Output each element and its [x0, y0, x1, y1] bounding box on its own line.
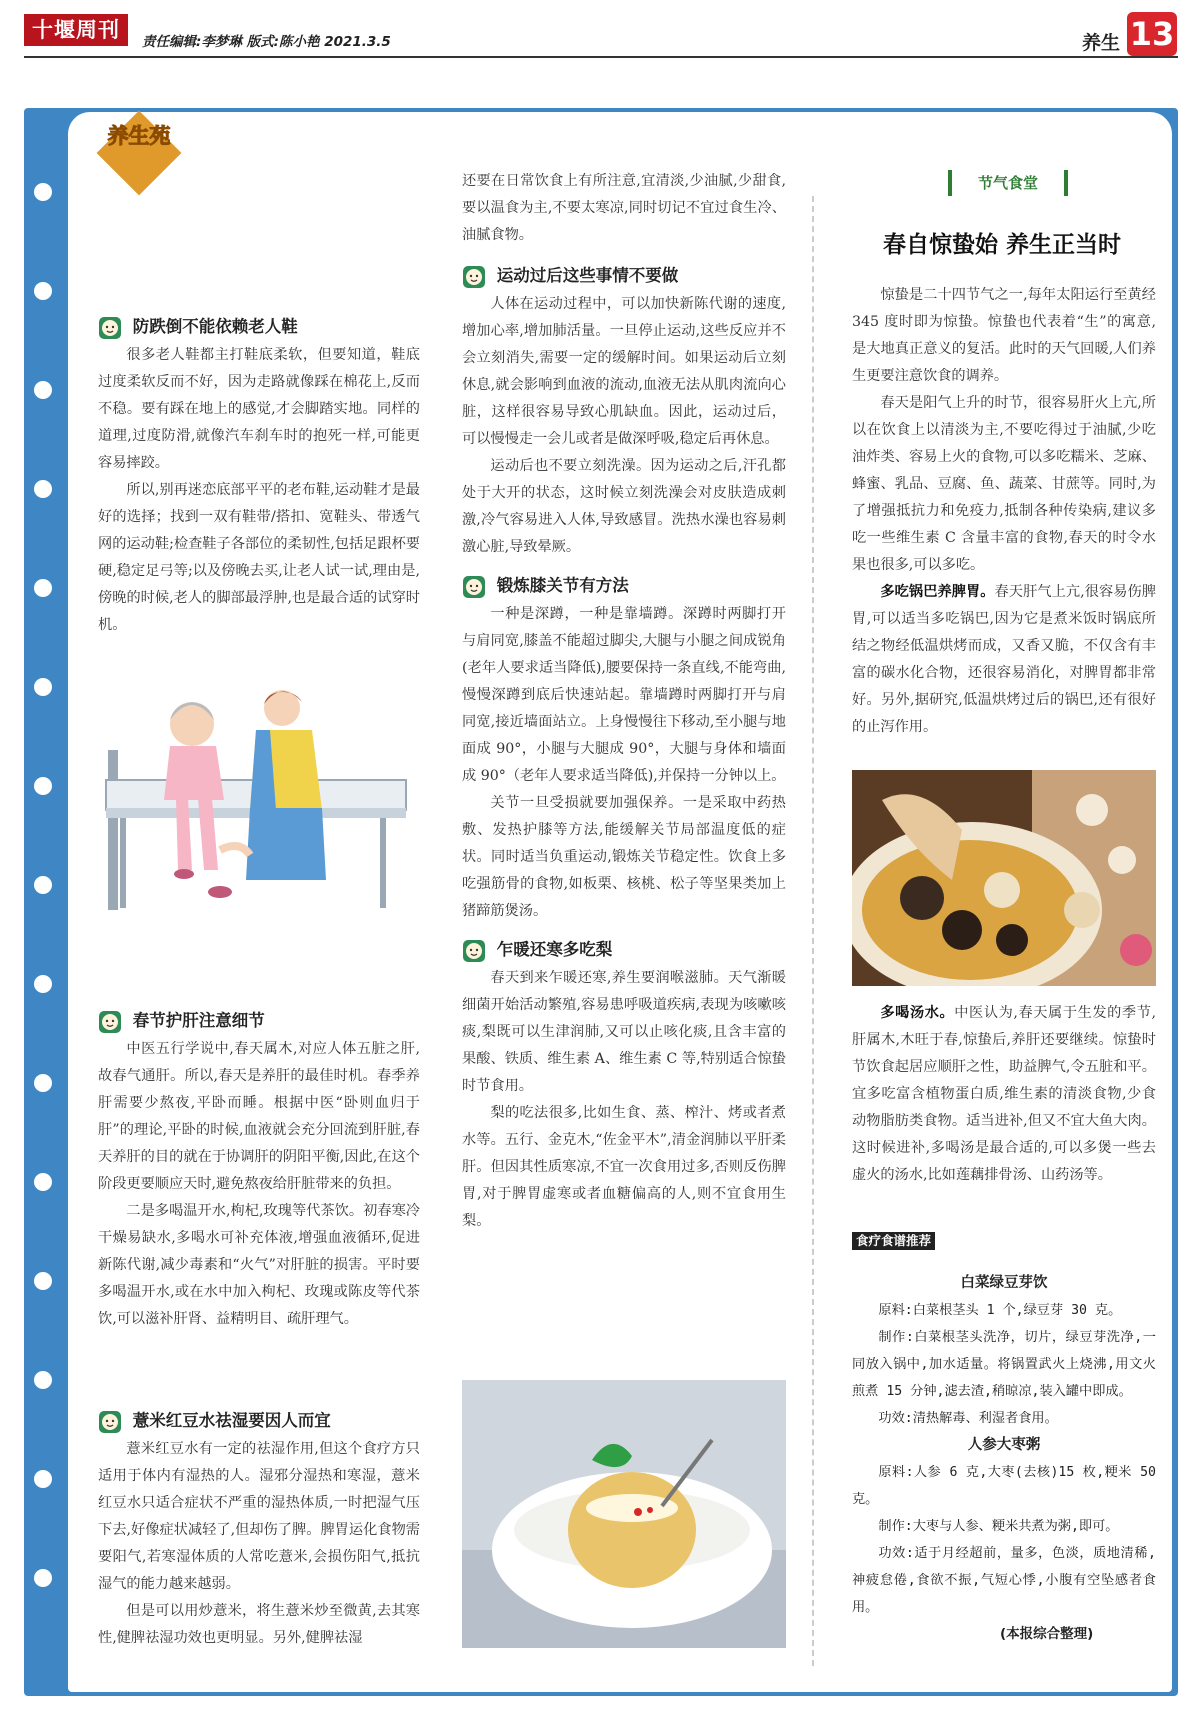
paragraph: [852, 579, 1156, 741]
column-1-bottom: [98, 1406, 420, 1652]
paragraph: 中医五行学说中,春天属木,对应人体五脏之肝,故春气通肝。所以,春天是养肝的最佳时机。春季养肝需要少熬夜,平卧而睡。根据中医“卧则血归于肝”的理论,平卧的时候,血液就会充分回流到肝脏,春天养肝的目的就在于协调肝的阴阳平衡,因此,在这个阶段更要顺应天时,避免熬夜给肝脏带来的负担。: [98, 1041, 420, 1192]
binder-hole: [34, 1371, 52, 1389]
binder-hole: [34, 1074, 52, 1092]
paragraph: 二是多喝温开水,枸杞,玫瑰等代茶饮。初春寒冷干燥易缺水,多喝水可补充体液,增强血液循环,促进新陈代谢,减少毒素和“火气”对肝脏的损害。平时要多喝温开水,或在水中加入枸杞、玫瑰或陈皮等代茶饮,可以滋补肝肾、益精明目、疏肝理气。: [98, 1203, 420, 1327]
paragraph: 春天到来乍暖还寒,养生要润喉滋肺。天气渐暖细菌开始活动繁殖,容易患呼吸道疾病,表现为咳嗽咳痰,梨既可以生津润肺,又可以止咳化痰,且含丰富的果酸、铁质、维生素 A、维生素 C 等,特别适合惊蛰时节食用。: [462, 970, 786, 1094]
paragraph: 薏米红豆水有一定的祛湿作用,但这个食疗方只适用于体内有湿热的人。湿邪分湿热和寒湿，薏米红豆水只适合症状不严重的湿热体质,一时把湿气压下去,好像症状减轻了,但却伤了脾。脾胃运化食物需要阳气,若寒湿体质的人常吃薏米,会损伤阳气,抵抗湿气的能力越来越弱。: [98, 1441, 420, 1592]
article-heading: [462, 261, 786, 291]
header-rule: [24, 56, 1178, 58]
recipe-line: 功效:清热解毒、利湿者食用。: [878, 1411, 1058, 1426]
column-2: [462, 168, 786, 1235]
binder-hole: [34, 1173, 52, 1191]
article-heading: [462, 935, 786, 965]
feature-title: 春自惊蛰始 养生正当时: [882, 231, 1121, 258]
binder-hole: [34, 1272, 52, 1290]
paragraph: 所以,别再迷恋底部平平的老布鞋,运动鞋才是最好的选择；找到一双有鞋带/搭扣、宽鞋头、带透气网的运动鞋;检查鞋子各部位的柔韧性,包括足跟杯要硬,稳定足弓等;以及傍晚去买,让老人试一试,理由是,傍晚的时候,老人的脚部最浮肿,也是最合适的试穿时机。: [98, 482, 420, 633]
face-icon: [98, 316, 122, 340]
binder-hole: [34, 777, 52, 795]
recipe-title: 人参大枣粥: [967, 1437, 1041, 1453]
paragraph: [852, 1000, 1156, 1189]
binder-hole: [34, 876, 52, 894]
heading-text: 乍暖还寒多吃梨: [496, 940, 613, 959]
binder-hole: [34, 480, 52, 498]
binder-hole: [34, 183, 52, 201]
paragraph: 很多老人鞋都主打鞋底柔软，但要知道，鞋底过度柔软反而不好，因为走路就像踩在棉花上,反而不稳。要有踩在地上的感觉,才会脚踏实地。同样的道理,过度防滑,就像汽车刹车时的抱死一样,可能更容易摔跤。: [98, 347, 420, 471]
paragraph: 惊蛰是二十四节气之一,每年太阳运行至黄经 345 度时即为惊蛰。惊蛰也代表着“生”的寓意,是大地真正意义的复活。此时的天气回暖,人们养生更要注意饮食的调养。: [852, 287, 1156, 384]
lead-text: 多喝汤水。: [880, 1005, 955, 1021]
page-number: 13: [1127, 12, 1177, 56]
column-divider: [812, 196, 814, 1666]
lead-text: 多吃锅巴养脾胃。: [880, 584, 995, 600]
heading-text: 薏米红豆水祛湿要因人而宜: [132, 1411, 331, 1430]
column-1-top: [98, 312, 420, 639]
heading-text: 运动过后这些事情不要做: [496, 266, 679, 285]
badge-label: 养生苑: [107, 124, 171, 148]
heading-text: 防跌倒不能依赖老人鞋: [132, 317, 298, 336]
binder-hole: [34, 1569, 52, 1587]
binder-hole: [34, 381, 52, 399]
recipe-line: 功效:适于月经超前，量多，色淡，质地清稀,神疲怠倦,食欲不振,气短心悸,小腹有空坠感者食用。: [852, 1546, 1156, 1615]
face-icon: [462, 265, 486, 289]
paragraph: 春天是阳气上升的时节，很容易肝火上亢,所以在饮食上以清淡为主,不要吃得过于油腻,少吃油炸类、容易上火的食物,可以多吃糯米、芝麻、蜂蜜、乳品、豆腐、鱼、蔬菜、甘蔗等。同时,为了增强抵抗力和免疫力,抵制各种传染病,建议多吃一些维生素 C 含量丰富的食物,春天的时令水果也很多,可以多吃。: [852, 395, 1156, 573]
heading-text: 春节护肝注意细节: [132, 1011, 265, 1030]
paragraph: 运动后也不要立刻洗澡。因为运动之后,汗孔都处于大开的状态，这时候立刻洗澡会对皮肤造成刺激,冷气容易进入人体,导致感冒。洗热水澡也容易刺激心脏,导致晕厥。: [462, 458, 786, 555]
paragraph: 还要在日常饮食上有所注意,宜清淡,少油腻,少甜食,要以温食为主,不要太寒凉,同时切记不宜过食生冷、油腻食物。: [462, 173, 786, 243]
binder-hole: [34, 678, 52, 696]
body-text: 春天肝气上亢,很容易伤脾胃,可以适当多吃锅巴,因为它是煮米饭时锅底所结之物经低温烘烤而成，又香又脆，不仅含有丰富的碳水化合物，还很容易消化，对脾胃都非常好。另外,据研究,低温烘烤过后的锅巴,还有很好的止泻作用。: [852, 584, 1156, 735]
article-heading: [98, 1006, 420, 1036]
binder-hole: [34, 975, 52, 993]
body-text: 中医认为,春天属于生发的季节,肝属木,木旺于春,惊蛰后,养肝还要继续。惊蛰时节饮食起居应顺肝之性，助益脾气,令五脏和平。宜多吃富含植物蛋白质,维生素的清淡食物,少食动物脂肪类食物。适当进补,但又不宜大鱼大肉。这时候进补,多喝汤是最合适的,可以多煲一些去虚火的汤水,比如莲藕排骨汤、山药汤等。: [852, 1005, 1156, 1183]
paragraph: 一种是深蹲，一种是靠墙蹲。深蹲时两脚打开与肩同宽,膝盖不能超过脚尖,大腿与小腿之间成锐角(老年人要求适当降低),腰要保持一条直线,不能弯曲,慢慢深蹲到底后快速站起。靠墙蹲时两脚打开与肩同宽,接近墙面站立。上身慢慢往下移动,至小腿与地面成 90°，小腿与大腿成 90°，大腿与身体和墙面成 90°（老年人要求适当降低),并保持一分钟以上。: [462, 606, 786, 784]
heading-text: 锻炼膝关节有方法: [496, 576, 629, 595]
paper-logo: 十堰周刊: [24, 14, 128, 46]
article-heading: [98, 1406, 420, 1436]
elderly-shoe-illustration: [100, 680, 420, 928]
article-heading: [98, 312, 420, 342]
paragraph: 但是可以用炒薏米，将生薏米炒至微黄,去其寒性,健脾祛湿功效也更明显。另外,健脾祛湿: [98, 1603, 420, 1646]
editor-info: 责任编辑:李梦琳 版式:陈小艳 2021.3.5: [142, 34, 391, 50]
recipe-line: 原料:人参 6 克,大枣(去核)15 枚,粳米 50 克。: [852, 1465, 1156, 1507]
paragraph: 人体在运动过程中，可以加快新陈代谢的速度,增加心率,增加肺活量。一旦停止运动,这些反应并不会立刻消失,需要一定的缓解时间。如果运动后立刻休息,就会影响到血液的流动,血液无法从肌肉流向心脏，这样很容易导致心肌缺血。因此，运动过后，可以慢慢走一会儿或者是做深呼吸,稳定后再休息。: [462, 296, 786, 447]
soup-photo: [852, 770, 1156, 986]
binder-hole: [34, 579, 52, 597]
paragraph: 梨的吃法很多,比如生食、蒸、榨汁、烤或者煮水等。五行、金克木,“佐金平木”,清金润肺以平肝柔肝。但因其性质寒凉,不宜一次食用过多,否则反伤脾胃,对于脾胃虚寒或者血糖偏高的人,则不宜食用生梨。: [462, 1105, 786, 1229]
recipe-title: 白菜绿豆芽饮: [960, 1275, 1048, 1291]
column-3-top: [852, 282, 1156, 741]
article-heading: [462, 571, 786, 601]
recipe-label: 食疗食谱推荐: [852, 1232, 935, 1250]
paragraph: 关节一旦受损就要加强保养。一是采取中药热敷、发热护膝等方法,能缓解关节局部温度低的症状。同时适当负重运动,锻炼关节稳定性。饮食上多吃强筋骨的食物,如板栗、核桃、松子等坚果类加上猪蹄筋煲汤。: [462, 795, 786, 919]
face-icon: [98, 1410, 122, 1434]
pear-photo: [462, 1380, 786, 1648]
recipe-line: 制作:大枣与人参、粳米共煮为粥,即可。: [878, 1519, 1119, 1534]
face-icon: [462, 575, 486, 599]
binder-hole: [34, 282, 52, 300]
face-icon: [462, 939, 486, 963]
recipe-line: 原料:白菜根茎头 1 个,绿豆芽 30 克。: [878, 1303, 1122, 1318]
section-name: 养生: [1082, 32, 1121, 54]
recipe-line: 制作:白菜根茎头洗净，切片，绿豆芽洗净,一同放入锅中,加水适量。将锅置武火上烧沸,用文火煎煮 15 分钟,滤去渣,稍晾凉,装入罐中即成。: [852, 1330, 1156, 1399]
section-badge: [96, 110, 182, 196]
column-1-middle: [98, 1006, 420, 1333]
face-icon: [98, 1010, 122, 1034]
column-3-middle: [852, 1000, 1156, 1189]
column-tag: 节气食堂: [948, 170, 1068, 196]
source-credit: (本报综合整理): [1000, 1626, 1094, 1642]
recipe-list: [852, 1270, 1156, 1621]
binder-hole: [34, 1470, 52, 1488]
